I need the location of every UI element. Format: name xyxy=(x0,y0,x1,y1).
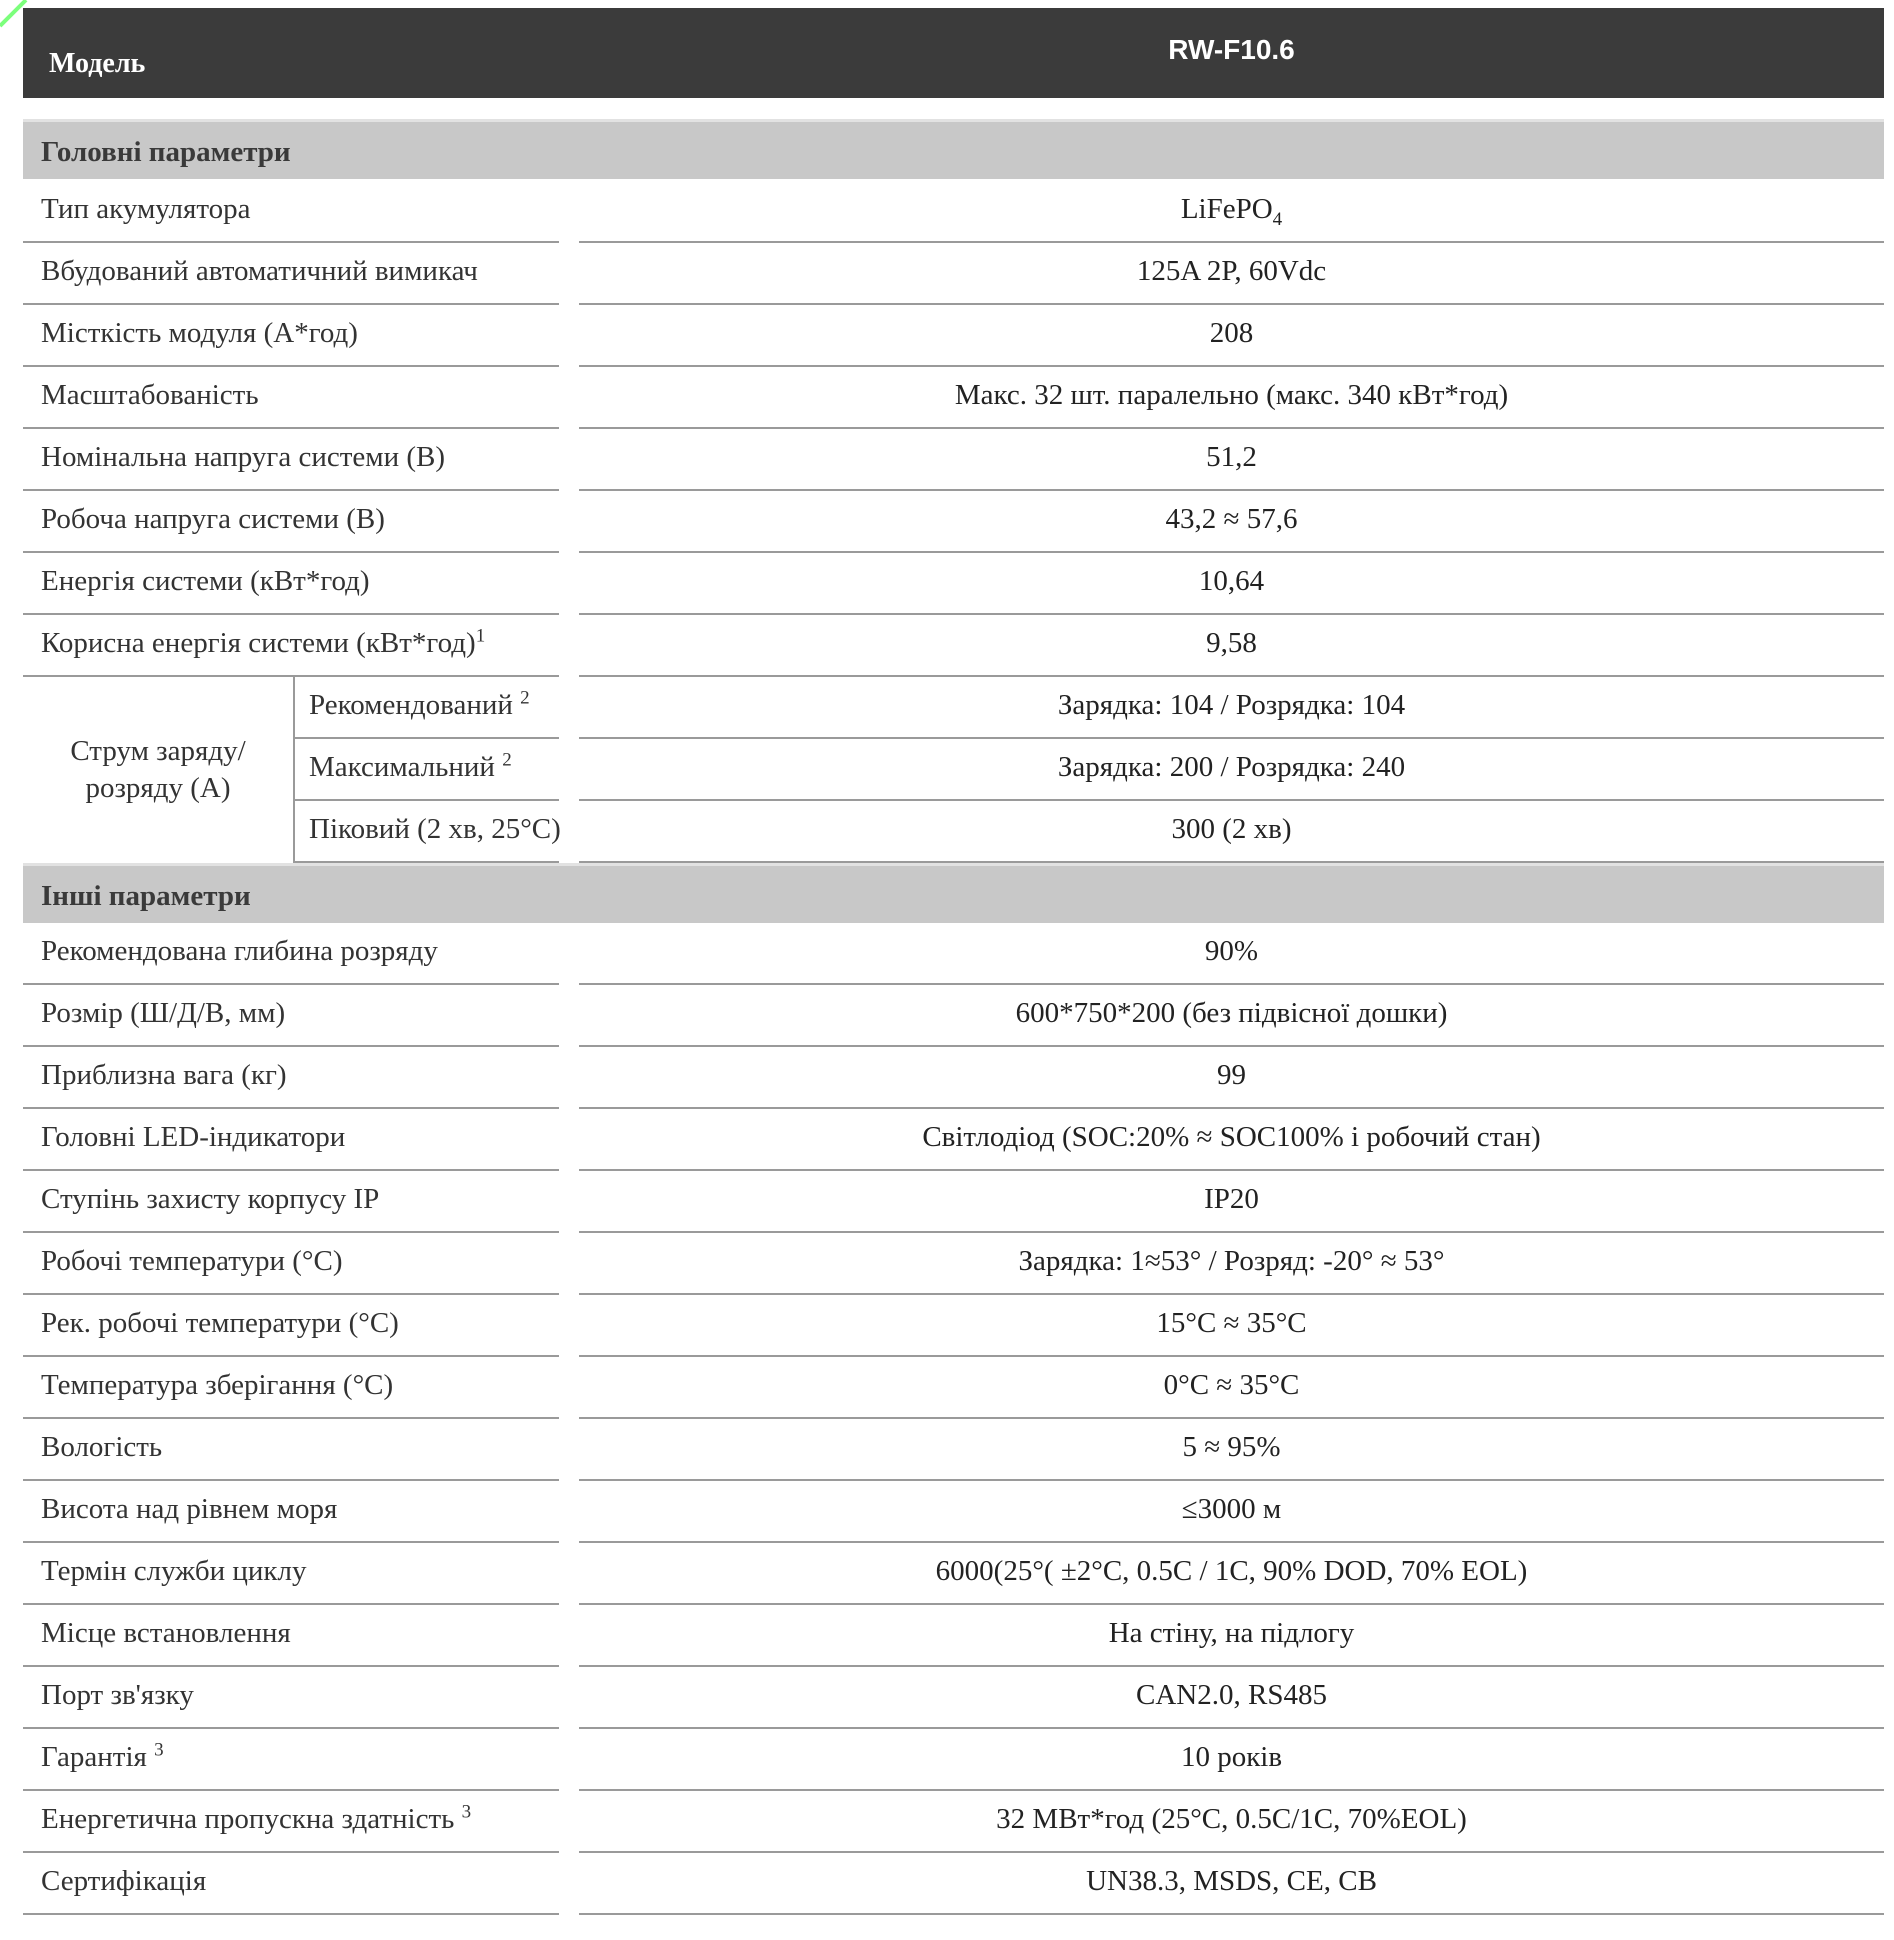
table-row xyxy=(23,1667,1884,1729)
current-group xyxy=(23,677,1884,863)
current-group-label-line1: Струм заряду/ xyxy=(70,735,246,767)
row-value xyxy=(579,1431,1884,1464)
table-row xyxy=(23,1171,1884,1233)
row-value xyxy=(579,255,1884,288)
row-label xyxy=(41,193,251,226)
row-value xyxy=(579,1617,1884,1650)
row-value-text: LiFePO xyxy=(1180,193,1273,225)
table-row xyxy=(293,739,1884,801)
header-label: Модель xyxy=(49,48,146,79)
row-value-text: UN38.3, MSDS, CE, CB xyxy=(1086,1865,1377,1897)
row-label-text: Висота над рівнем моря xyxy=(41,1493,338,1525)
table-row xyxy=(23,985,1884,1047)
row-value-text: Зарядка: 1≈53° / Розряд: -20° ≈ 53° xyxy=(1018,1245,1445,1277)
row-value xyxy=(579,317,1884,350)
row-label-text: Максимальний xyxy=(309,751,503,783)
row-value xyxy=(579,565,1884,598)
row-value xyxy=(579,1493,1884,1526)
row-value xyxy=(579,1555,1884,1588)
row-label-text: Рек. робочі температури (°C) xyxy=(41,1307,399,1339)
row-label xyxy=(41,255,478,288)
table-row xyxy=(23,1295,1884,1357)
table-row xyxy=(293,677,1884,739)
row-value-text: 208 xyxy=(1209,317,1254,349)
row-value-text: Зарядка: 200 / Розрядка: 240 xyxy=(1057,751,1406,783)
row-label xyxy=(41,1369,393,1402)
row-label xyxy=(41,1059,287,1092)
table-row xyxy=(23,305,1884,367)
row-label xyxy=(41,1741,164,1774)
row-value xyxy=(579,1369,1884,1402)
row-label xyxy=(41,1493,337,1526)
row-label-text: Номінальна напруга системи (В) xyxy=(41,441,446,473)
row-value-text: 600*750*200 (без підвісної дошки) xyxy=(1015,997,1448,1029)
footnote-mark: 2 xyxy=(520,687,530,709)
row-value xyxy=(579,935,1884,968)
table-row xyxy=(23,1481,1884,1543)
row-value-text: 15°C ≈ 35°C xyxy=(1156,1307,1307,1339)
row-label xyxy=(41,503,385,536)
row-value xyxy=(579,689,1884,722)
current-group-label xyxy=(23,733,293,807)
table-row xyxy=(23,923,1884,985)
row-label-text: Енергія системи (кВт*год) xyxy=(41,565,370,597)
row-label-text: Сертифікація xyxy=(41,1865,207,1897)
row-value-text: ≤3000 м xyxy=(1181,1493,1282,1525)
row-value-text: Макс. 32 шт. паралельно (макс. 340 кВт*год) xyxy=(954,379,1509,411)
row-value xyxy=(579,379,1884,412)
row-label-text: Тип акумулятора xyxy=(41,193,251,225)
row-label xyxy=(41,441,445,474)
row-value-text: Світлодіод (SOC:20% ≈ SOC100% і робочий стан) xyxy=(922,1121,1541,1153)
row-label-text: Температура зберігання (°C) xyxy=(41,1369,394,1401)
section-other xyxy=(23,863,1884,923)
section-other-title: Інші параметри xyxy=(41,880,251,912)
row-value-text: 51,2 xyxy=(1206,441,1257,473)
row-value xyxy=(579,1059,1884,1092)
row-label-text: Термін служби циклу xyxy=(41,1555,307,1587)
table-row xyxy=(23,553,1884,615)
row-value-text: 6000(25°( ±2°C, 0.5C / 1C, 90% DOD, 70% EOL) xyxy=(935,1555,1528,1587)
row-value-text: Зарядка: 104 / Розрядка: 104 xyxy=(1057,689,1406,721)
table-row xyxy=(23,1109,1884,1171)
row-value-text: 10 років xyxy=(1180,1741,1283,1773)
table-row xyxy=(23,1047,1884,1109)
row-value xyxy=(579,1121,1884,1154)
row-label xyxy=(41,1617,291,1650)
row-value-text: CAN2.0, RS485 xyxy=(1136,1679,1327,1711)
row-value xyxy=(579,193,1884,230)
row-value xyxy=(579,813,1884,846)
table-row xyxy=(23,1233,1884,1295)
row-value xyxy=(579,1865,1884,1898)
row-value xyxy=(579,627,1884,660)
table-row xyxy=(23,1357,1884,1419)
row-value-text: 0°C ≈ 35°C xyxy=(1163,1369,1300,1401)
row-value-text: 5 ≈ 95% xyxy=(1182,1431,1281,1463)
row-value-text: 9,58 xyxy=(1206,627,1257,659)
value-subscript: 4 xyxy=(1272,208,1283,230)
row-label xyxy=(309,689,530,722)
table-header xyxy=(23,8,1884,98)
row-label xyxy=(41,1679,194,1712)
row-label xyxy=(41,1183,379,1216)
row-label xyxy=(41,1555,306,1588)
row-value xyxy=(579,1183,1884,1216)
row-value xyxy=(579,441,1884,474)
row-label-text: Рекомендований xyxy=(309,689,521,721)
row-label-text: Місце встановлення xyxy=(41,1617,291,1649)
table-row xyxy=(23,615,1884,677)
table-row xyxy=(23,1605,1884,1667)
row-label-text: Вбудований автоматичний вимикач xyxy=(41,255,478,287)
row-label-text: Корисна енергія системи (кВт*год) xyxy=(41,627,476,659)
row-value-text: 32 МВт*год (25°C, 0.5C/1C, 70%EOL) xyxy=(996,1803,1467,1835)
footnote-mark: 2 xyxy=(502,749,512,771)
row-label-text: Головні LED-індикатори xyxy=(41,1121,346,1153)
row-label xyxy=(41,1803,471,1836)
table-row xyxy=(23,1853,1884,1915)
row-label-text: Розмір (Ш/Д/В, мм) xyxy=(41,997,286,1029)
table-row xyxy=(23,1543,1884,1605)
row-label-text: Приблизна вага (кг) xyxy=(41,1059,287,1091)
row-value xyxy=(579,1245,1884,1278)
footnote-mark: 1 xyxy=(475,625,486,647)
row-label xyxy=(41,1431,162,1464)
row-value xyxy=(579,997,1884,1030)
table-row xyxy=(23,367,1884,429)
row-value xyxy=(579,503,1884,536)
row-label xyxy=(41,1307,399,1340)
row-label-text: Енергетична пропускна здатність xyxy=(41,1803,462,1835)
table-row xyxy=(23,243,1884,305)
row-label xyxy=(41,627,485,660)
row-divider-left xyxy=(23,1913,559,1915)
row-label xyxy=(41,1865,206,1898)
row-label-text: Рекомендована глибина розряду xyxy=(41,935,438,967)
row-label xyxy=(41,317,358,350)
table-row xyxy=(293,801,1884,863)
row-label-text: Гарантія xyxy=(41,1741,155,1773)
row-label-text: Робочі температури (°C) xyxy=(41,1245,343,1277)
row-label xyxy=(41,997,285,1030)
row-label xyxy=(41,1245,343,1278)
row-label xyxy=(309,751,512,784)
row-value-text: 300 (2 хв) xyxy=(1171,813,1292,845)
row-label-text: Масштабованість xyxy=(41,379,259,411)
table-row xyxy=(23,181,1884,243)
row-value-text: 90% xyxy=(1204,935,1259,967)
row-value xyxy=(579,1679,1884,1712)
row-divider-right xyxy=(579,1913,1884,1915)
footnote-mark: 3 xyxy=(461,1801,472,1823)
row-label xyxy=(41,565,370,598)
section-main xyxy=(23,119,1884,179)
section-main-title: Головні параметри xyxy=(41,136,291,168)
row-label-text: Ступінь захисту корпусу IP xyxy=(41,1183,380,1215)
table-row xyxy=(23,1729,1884,1791)
row-label-text: Вологість xyxy=(41,1431,163,1463)
table-row xyxy=(23,429,1884,491)
row-label xyxy=(309,813,561,846)
table-row xyxy=(23,1419,1884,1481)
row-label-text: Порт зв'язку xyxy=(41,1679,194,1711)
header-model: RW-F10.6 xyxy=(1168,34,1295,65)
row-value-text: 125A 2P, 60Vdc xyxy=(1136,255,1327,287)
row-value-text: 10,64 xyxy=(1198,565,1265,597)
row-value-text: IP20 xyxy=(1204,1183,1259,1215)
row-value-text: 43,2 ≈ 57,6 xyxy=(1165,503,1298,535)
current-group-label-line2: розряду (А) xyxy=(85,772,231,804)
row-label xyxy=(41,935,438,968)
row-value xyxy=(579,1803,1884,1836)
row-label xyxy=(41,379,259,412)
footnote-mark: 3 xyxy=(154,1739,164,1761)
row-label-text: Піковий (2 хв, 25°C) xyxy=(309,813,561,845)
row-label-text: Робоча напруга системи (В) xyxy=(41,503,385,535)
table-row xyxy=(23,1791,1884,1853)
row-value xyxy=(579,751,1884,784)
row-value xyxy=(579,1307,1884,1340)
row-label-text: Місткість модуля (А*год) xyxy=(41,317,358,349)
row-value-text: На стіну, на підлогу xyxy=(1108,1617,1355,1649)
row-value-text: 99 xyxy=(1217,1059,1246,1091)
row-value xyxy=(579,1741,1884,1774)
table-row xyxy=(23,491,1884,553)
row-label xyxy=(41,1121,345,1154)
